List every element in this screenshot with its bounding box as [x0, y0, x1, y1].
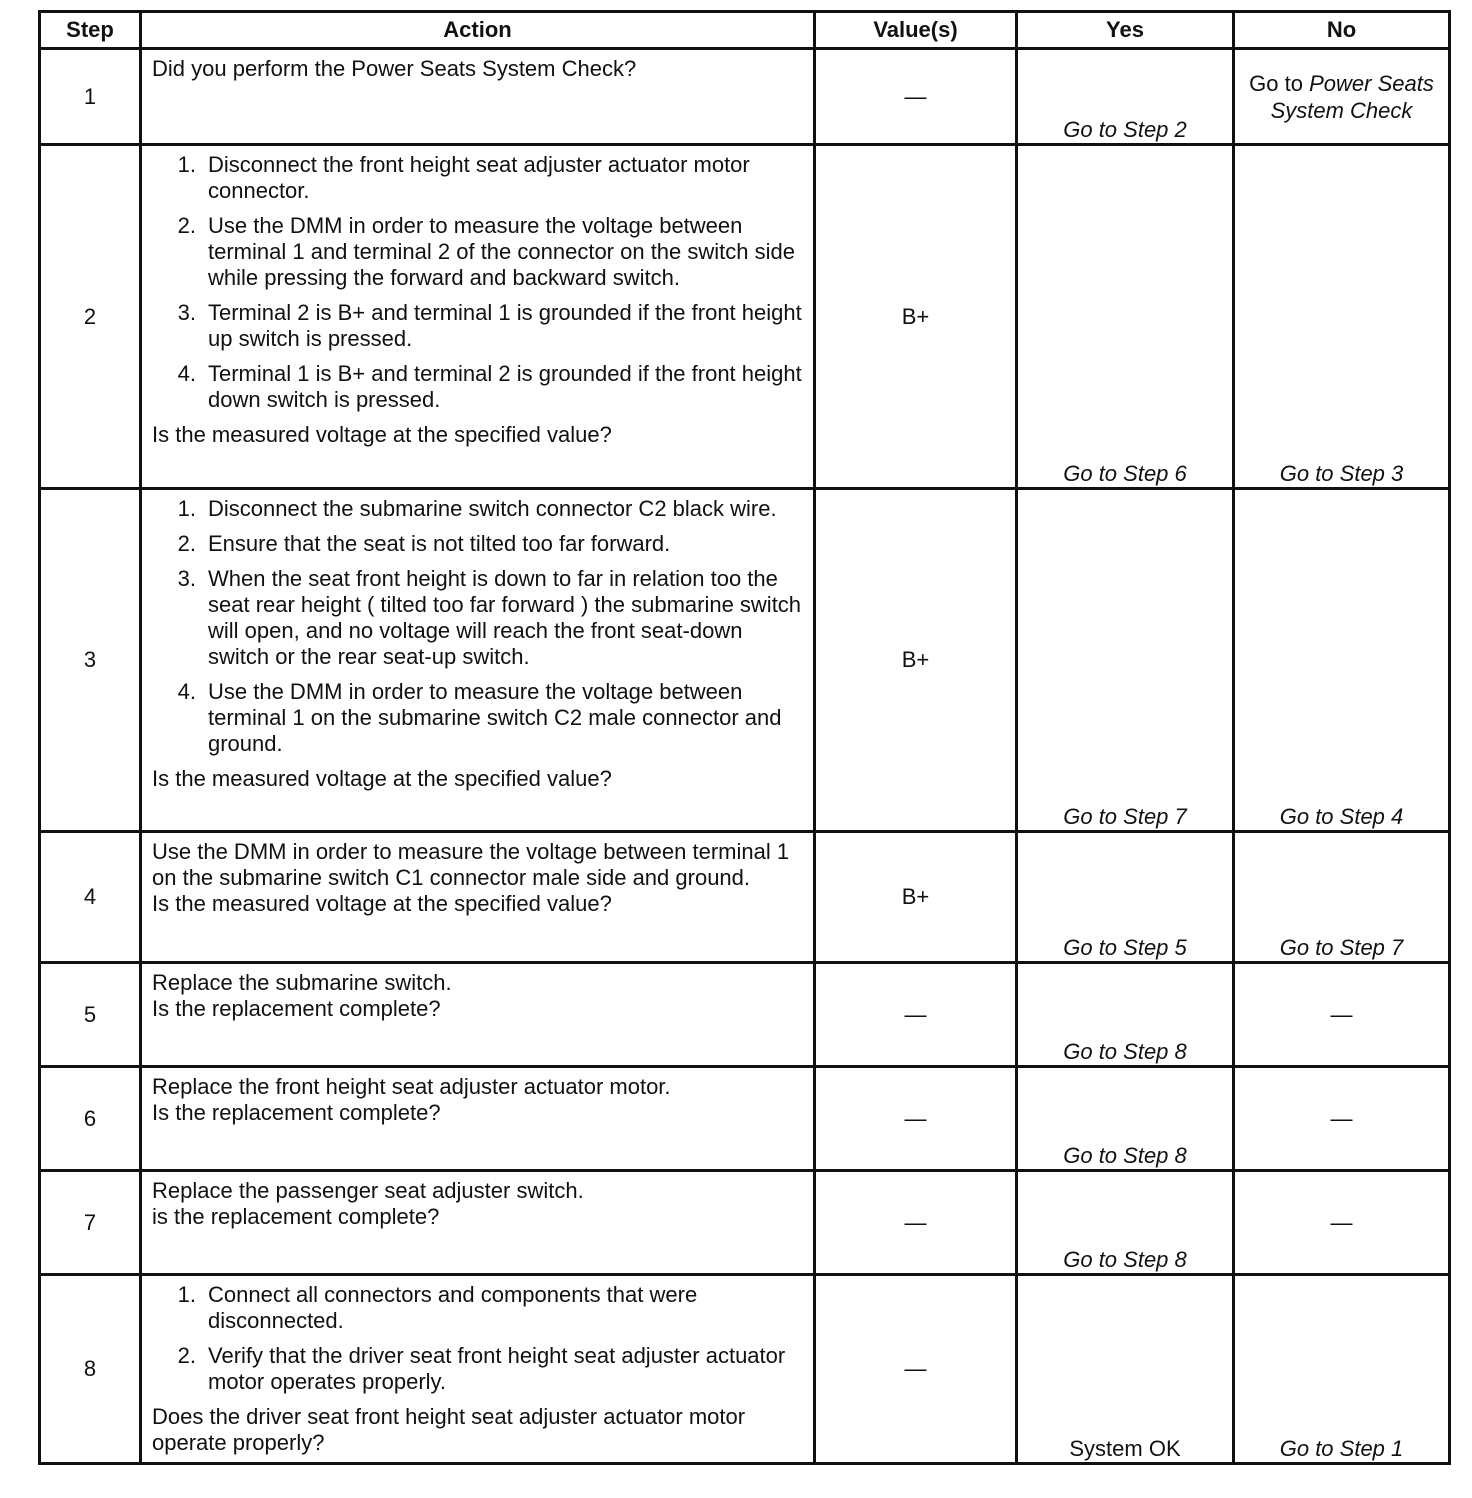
- table-row: [40, 963, 1450, 1067]
- action-question: Is the measured voltage at the specified value?: [152, 766, 612, 791]
- list-item: [152, 152, 803, 204]
- item-number: 2.: [177, 531, 196, 556]
- table-row: [40, 1067, 1450, 1171]
- action-cell: [141, 49, 815, 145]
- action-steps: [152, 496, 803, 766]
- item-text: Use the DMM in order to measure the voltage between terminal 1 and terminal 2 of the connector on the switch side while pressing the forward and backward switch.: [208, 213, 795, 290]
- item-text: Terminal 1 is B+ and terminal 2 is grounded if the front height down switch is pressed.: [208, 361, 802, 412]
- header-yes: Yes: [1017, 12, 1234, 49]
- step-number: 4: [40, 832, 141, 963]
- no-cell: Go to Step 3: [1234, 145, 1450, 489]
- no-cell: —: [1234, 1067, 1450, 1171]
- list-item: [152, 566, 803, 670]
- yes-cell: Go to Step 8: [1017, 1171, 1234, 1275]
- header-row: [40, 12, 1450, 49]
- no-cell: —: [1234, 963, 1450, 1067]
- action-intro: Use the DMM in order to measure the voltage between terminal 1 on the submarine switch C1 connector male side and ground.: [152, 839, 790, 890]
- action-question: is the replacement complete?: [152, 1204, 440, 1229]
- yes-cell: Go to Step 5: [1017, 832, 1234, 963]
- item-text: When the seat front height is down to far in relation too the seat rear height ( tilted too far forward ) the submarine switch will open, and no voltage will reach the front seat-down switch or the rear seat-up switch.: [208, 566, 802, 669]
- item-text: Disconnect the submarine switch connector C2 black wire.: [208, 496, 777, 521]
- table-row: [40, 1275, 1450, 1464]
- action-cell: [141, 832, 815, 963]
- action-cell: [141, 1275, 815, 1464]
- header-values: Value(s): [815, 12, 1017, 49]
- action-intro: Replace the submarine switch.: [152, 970, 452, 995]
- no-cell: Go to Step 7: [1234, 832, 1450, 963]
- action-intro: Replace the front height seat adjuster actuator motor.: [152, 1074, 671, 1099]
- action-intro: Replace the passenger seat adjuster switch.: [152, 1178, 584, 1203]
- item-text: Use the DMM in order to measure the voltage between terminal 1 on the submarine switch C2 male connector and ground.: [208, 679, 782, 756]
- no-cell: Go to Step 1: [1234, 1275, 1450, 1464]
- step-number: 8: [40, 1275, 141, 1464]
- value-cell: —: [815, 1275, 1017, 1464]
- yes-cell: Go to Step 6: [1017, 145, 1234, 489]
- action-question: Is the measured voltage at the specified value?: [152, 891, 612, 916]
- action-cell: [141, 489, 815, 832]
- list-item: [152, 1282, 803, 1334]
- action-steps: [152, 1282, 803, 1404]
- value-cell: B+: [815, 489, 1017, 832]
- action-question: Is the replacement complete?: [152, 996, 441, 1021]
- header-step: Step: [40, 12, 141, 49]
- list-item: [152, 213, 803, 291]
- table-row: [40, 832, 1450, 963]
- action-intro: Did you perform the Power Seats System Check?: [152, 56, 637, 81]
- diagnostic-table: [38, 10, 1451, 1465]
- step-number: 2: [40, 145, 141, 489]
- list-item: [152, 1343, 803, 1395]
- item-text: Connect all connectors and components that were disconnected.: [208, 1282, 698, 1333]
- item-text: Terminal 2 is B+ and terminal 1 is grounded if the front height up switch is pressed.: [208, 300, 802, 351]
- item-text: Disconnect the front height seat adjuster actuator motor connector.: [208, 152, 750, 203]
- value-cell: B+: [815, 145, 1017, 489]
- item-number: 1.: [177, 1282, 196, 1307]
- item-text: Verify that the driver seat front height seat adjuster actuator motor operates properly.: [208, 1343, 786, 1394]
- yes-cell: System OK: [1017, 1275, 1234, 1464]
- action-question: Is the replacement complete?: [152, 1100, 441, 1125]
- value-cell: B+: [815, 832, 1017, 963]
- action-cell: [141, 963, 815, 1067]
- action-question: Is the measured voltage at the specified value?: [152, 422, 612, 447]
- yes-cell: Go to Step 8: [1017, 1067, 1234, 1171]
- item-number: 3.: [177, 300, 196, 325]
- action-steps: [152, 152, 803, 422]
- step-number: 6: [40, 1067, 141, 1171]
- value-cell: —: [815, 1171, 1017, 1275]
- item-number: 4.: [177, 679, 196, 704]
- step-number: 7: [40, 1171, 141, 1275]
- list-item: [152, 300, 803, 352]
- item-number: 2.: [177, 213, 196, 238]
- no-prefix: Go to: [1249, 70, 1303, 96]
- step-number: 1: [40, 49, 141, 145]
- no-cell: [1234, 49, 1450, 145]
- table-row: [40, 1171, 1450, 1275]
- item-number: 3.: [177, 566, 196, 591]
- action-cell: [141, 1171, 815, 1275]
- no-cell: —: [1234, 1171, 1450, 1275]
- item-number: 1.: [177, 152, 196, 177]
- yes-cell: Go to Step 7: [1017, 489, 1234, 832]
- item-number: 4.: [177, 361, 196, 386]
- yes-cell: Go to Step 8: [1017, 963, 1234, 1067]
- table-row: [40, 145, 1450, 489]
- item-number: 2.: [177, 1343, 196, 1368]
- value-cell: —: [815, 1067, 1017, 1171]
- yes-cell: Go to Step 2: [1017, 49, 1234, 145]
- list-item: [152, 496, 803, 522]
- list-item: [152, 679, 803, 757]
- action-question: Does the driver seat front height seat adjuster actuator motor operate properly?: [152, 1404, 746, 1455]
- value-cell: —: [815, 49, 1017, 145]
- header-no: No: [1234, 12, 1450, 49]
- action-cell: [141, 145, 815, 489]
- no-cell: Go to Step 4: [1234, 489, 1450, 832]
- action-cell: [141, 1067, 815, 1171]
- no-link: Power Seats System Check: [1270, 70, 1434, 123]
- item-number: 1.: [177, 496, 196, 521]
- list-item: [152, 361, 803, 413]
- table-row: [40, 49, 1450, 145]
- table-row: [40, 489, 1450, 832]
- step-number: 5: [40, 963, 141, 1067]
- step-number: 3: [40, 489, 141, 832]
- value-cell: —: [815, 963, 1017, 1067]
- list-item: [152, 531, 803, 557]
- header-action: Action: [141, 12, 815, 49]
- item-text: Ensure that the seat is not tilted too far forward.: [208, 531, 671, 556]
